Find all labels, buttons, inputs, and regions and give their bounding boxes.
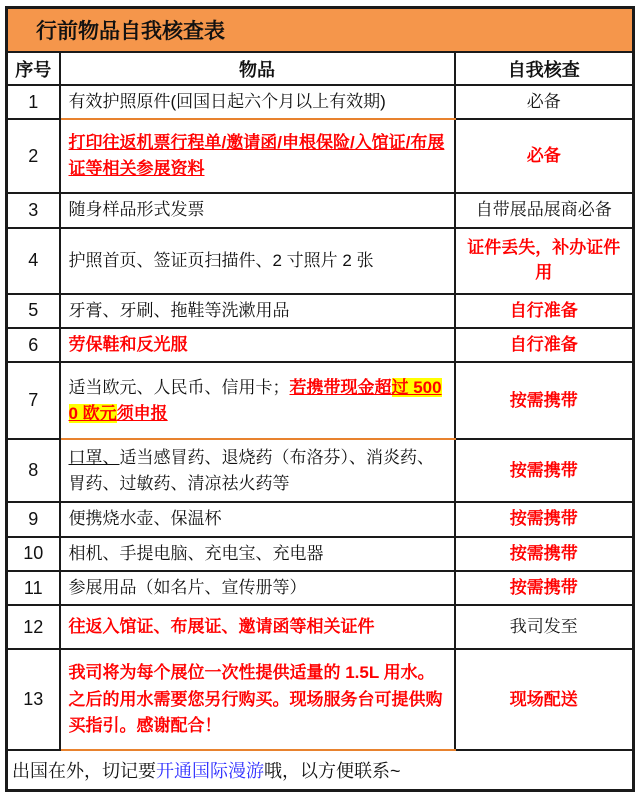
row-number: 12 [7, 605, 60, 649]
text-segment: 打印往返机票行程单/邀请函/申根保险/入馆证/布展证等相关参展资料 [68, 133, 445, 179]
table-row [7, 502, 634, 536]
table-row [7, 649, 634, 750]
text-segment: 按需携带 [509, 460, 578, 480]
item-cell [60, 119, 455, 193]
table-row [7, 362, 634, 439]
text-segment: 自行准备 [509, 334, 578, 354]
text-segment: 证件丢失，补办证件用 [467, 238, 621, 282]
text-segment: 哦，以方便联系~ [264, 761, 401, 782]
check-cell [455, 328, 634, 362]
item-cell [60, 85, 455, 119]
text-segment: 口罩、 [68, 447, 120, 467]
row-number: 13 [7, 649, 60, 750]
item-cell [60, 649, 455, 750]
text-segment: 往返入馆证、布展证、邀请函等相关证件 [68, 617, 375, 637]
item-cell [60, 193, 455, 227]
item-cell [60, 502, 455, 536]
check-cell [455, 649, 634, 750]
text-segment: 自带展品展商必备 [475, 200, 612, 220]
item-cell [60, 362, 455, 439]
check-cell [455, 193, 634, 227]
text-segment: 自行准备 [509, 300, 578, 320]
table-row [7, 119, 634, 193]
table-row [7, 571, 634, 605]
row-number: 8 [7, 439, 60, 502]
text-segment: 若携带现金超 [289, 377, 392, 397]
text-segment: 按需携带 [509, 577, 578, 597]
row-number: 1 [7, 85, 60, 119]
table-row [7, 439, 634, 502]
check-cell [455, 571, 634, 605]
checklist-table [5, 6, 635, 792]
text-segment: 便携烧水壶、保温杯 [68, 509, 222, 529]
footer-row [7, 750, 634, 791]
check-cell [455, 85, 634, 119]
table-row [7, 605, 634, 649]
item-cell [60, 328, 455, 362]
row-number: 9 [7, 502, 60, 536]
check-cell [455, 605, 634, 649]
row-number: 11 [7, 571, 60, 605]
item-cell [60, 571, 455, 605]
table-row [7, 328, 634, 362]
checklist-body [7, 85, 634, 750]
text-segment: 按需携带 [509, 509, 578, 529]
text-segment: 我司发至 [509, 617, 578, 637]
column-header-number: 序号 [7, 52, 60, 85]
text-segment: 适当欧元、人民币、信用卡； [68, 377, 290, 397]
title-row [7, 8, 634, 53]
text-segment: 开通国际漫游 [156, 761, 264, 782]
text-segment: 相机、手提电脑、充电宝、充电器 [68, 543, 324, 563]
table-row [7, 537, 634, 571]
check-cell [455, 537, 634, 571]
table-row [7, 228, 634, 294]
text-segment: 牙膏、牙刷、拖鞋等洗漱用品 [68, 300, 290, 320]
row-number: 5 [7, 294, 60, 328]
item-cell [60, 294, 455, 328]
check-cell [455, 439, 634, 502]
table-row [7, 193, 634, 227]
item-cell [60, 439, 455, 502]
table-row [7, 85, 634, 119]
text-segment: 按需携带 [509, 390, 578, 410]
text-segment: 参展用品（如名片、宣传册等） [68, 578, 307, 598]
row-number: 6 [7, 328, 60, 362]
row-number: 2 [7, 119, 60, 193]
table-row [7, 294, 634, 328]
row-number: 10 [7, 537, 60, 571]
text-segment: 按需携带 [509, 543, 578, 563]
row-number: 4 [7, 228, 60, 294]
header-row [7, 52, 634, 85]
check-cell [455, 294, 634, 328]
check-cell [455, 362, 634, 439]
text-segment: 我司将为每个展位一次性提供适量的 1.5L 用水。之后的用水需要您另行购买。现场服务台可提供购买指引。感谢配合！ [68, 663, 443, 736]
text-segment: 劳保鞋和反光服 [68, 335, 188, 355]
text-segment: 过 5000 欧元 [68, 377, 442, 423]
check-cell [455, 119, 634, 193]
text-segment: 有效护照原件(回国日起六个月以上有效期) [68, 92, 386, 111]
text-segment: 随身样品形式发票 [68, 200, 205, 220]
text-segment: 护照首页、签证页扫描件、2 寸照片 2 张 [68, 250, 374, 270]
check-cell [455, 228, 634, 294]
text-segment: 适当感冒药、退烧药（布洛芬）、消炎药、胃药、过敏药、清凉祛火药等 [68, 447, 434, 493]
item-cell [60, 605, 455, 649]
check-cell [455, 502, 634, 536]
page-title: 行前物品自我核查表 [7, 8, 634, 53]
footer-note [7, 750, 634, 791]
column-header-item: 物品 [60, 52, 455, 85]
item-cell [60, 537, 455, 571]
column-header-selfcheck: 自我核查 [455, 52, 634, 85]
text-segment: 须申报 [116, 403, 168, 423]
row-number: 3 [7, 193, 60, 227]
row-number: 7 [7, 362, 60, 439]
text-segment: 出国在外，切记要 [12, 761, 156, 782]
text-segment: 必备 [526, 91, 561, 111]
item-cell [60, 228, 455, 294]
text-segment: 必备 [526, 146, 561, 166]
text-segment: 现场配送 [509, 689, 578, 709]
